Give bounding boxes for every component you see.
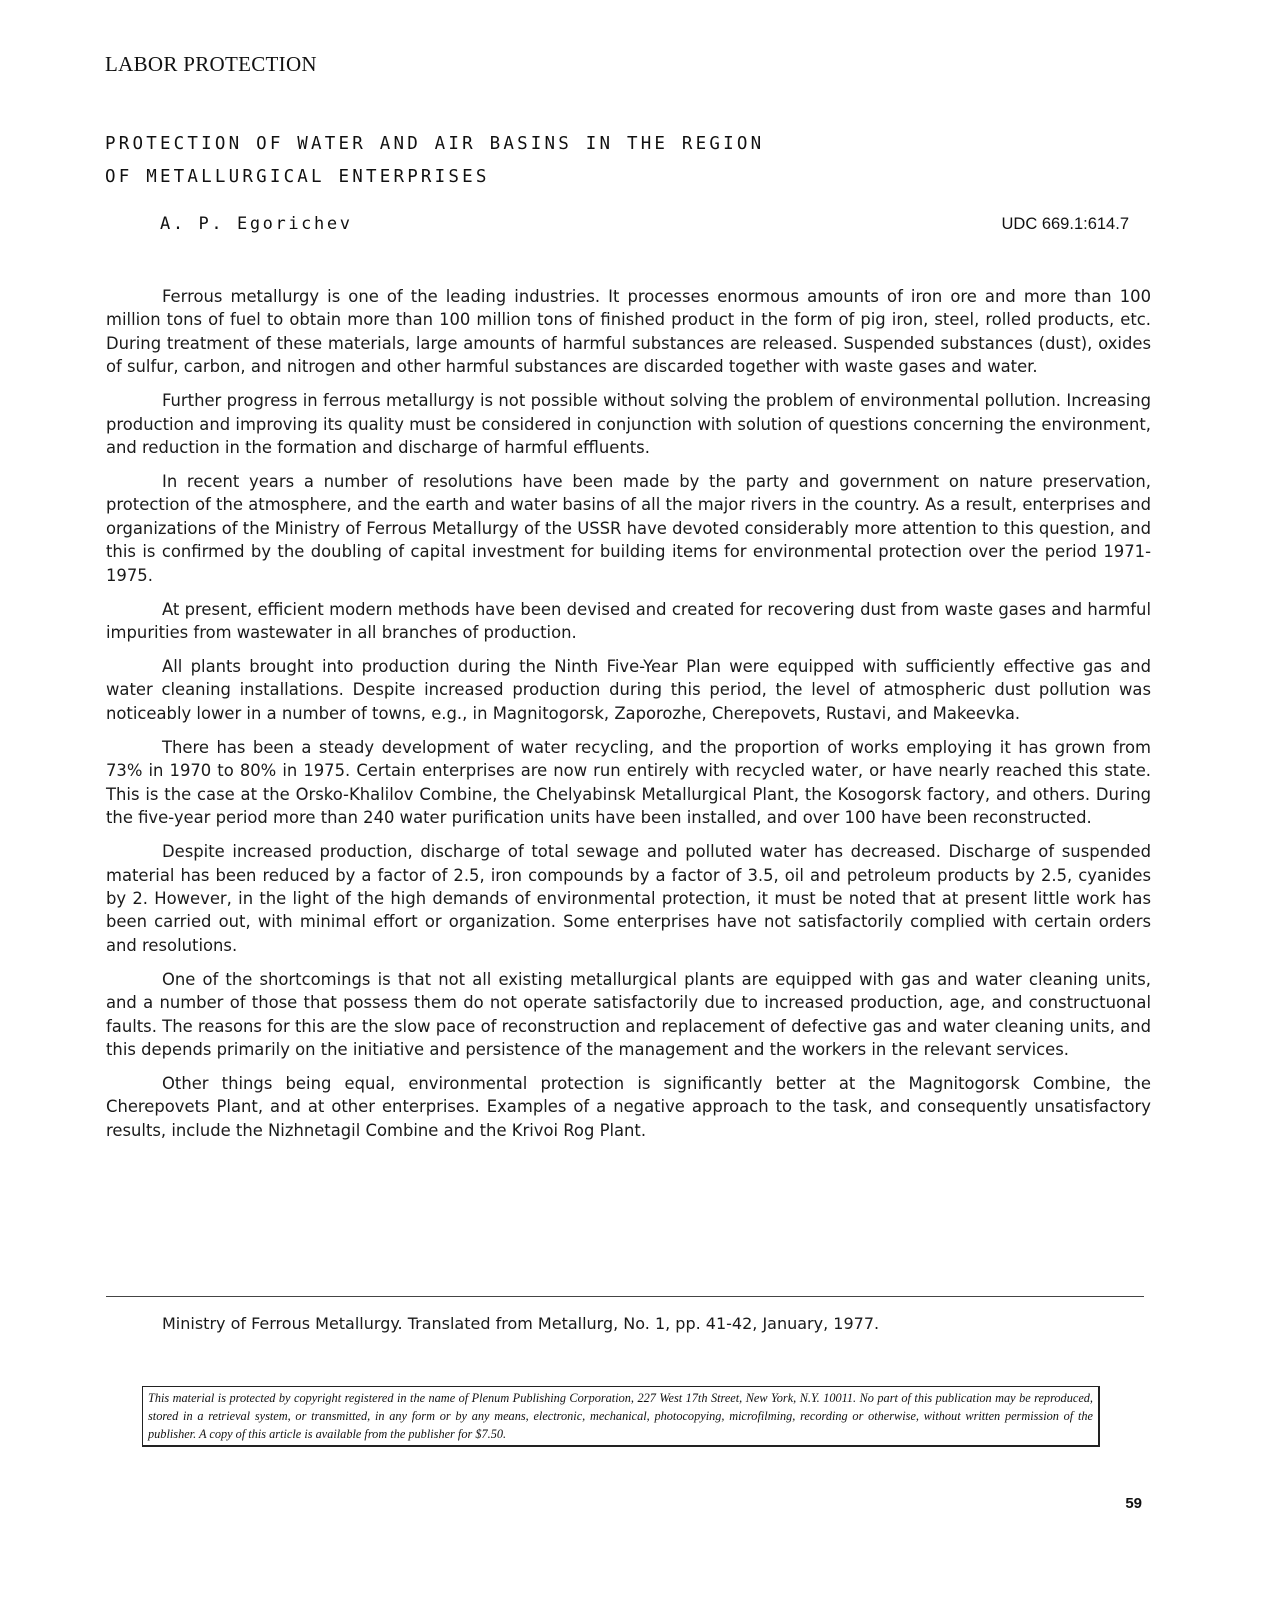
- page-number: 59: [1125, 1495, 1142, 1512]
- copyright-notice: This material is protected by copyright registered in the name of Plenum Publishing Corporation, 227 West 17th Street, New York, N.Y. 10011. No part of this publication may be reproduced, stored in a retrieval system, or transmitted, in any form or by any means, electronic, mechanical, photocopying, microfilming, recording or otherwise, without written permission of the publisher. A copy of this article is available from the publisher for $7.50.: [142, 1386, 1100, 1447]
- body-paragraph: There has been a steady development of water recycling, and the proportion of works employing it has grown from 73% in 1970 to 80% in 1975. Certain enterprises are now run entirely with recycled water, or have nearly reached this state. This is the case at the Orsko-Khalilov Combine, the Chelyabinsk Metallurgical Plant, the Kosogorsk factory, and others. During the five-year period more than 240 water purification units have been installed, and over 100 have been reconstructed.: [106, 737, 1151, 828]
- footnote: Ministry of Ferrous Metallurgy. Translated from Metallurg, No. 1, pp. 41-42, January, 1977.: [162, 1314, 880, 1333]
- article-title: [105, 128, 1005, 194]
- body-paragraph: Other things being equal, environmental protection is significantly better at the Magnitogorsk Combine, the Cherepovets Plant, and at other enterprises. Examples of a negative approach to the task, and consequently unsatisfactory results, include the Nizhnetagil Combine and the Krivoi Rog Plant.: [106, 1073, 1151, 1140]
- section-label: LABOR PROTECTION: [105, 52, 317, 76]
- body-paragraph: Further progress in ferrous metallurgy is not possible without solving the problem of environmental pollution. Increasing production and improving its quality must be considered in conjunction with solution of questions concerning the environment, and reduction in the formation and discharge of harmful effluents.: [106, 391, 1151, 458]
- body-paragraph: At present, efficient modern methods have been devised and created for recovering dust from waste gases and harmful impurities from wastewater in all branches of production.: [106, 599, 1151, 643]
- udc-code: UDC 669.1:614.7: [1001, 215, 1129, 233]
- body-paragraph: Ferrous metallurgy is one of the leading industries. It processes enormous amounts of iron ore and more than 100 million tons of fuel to obtain more than 100 million tons of finished product in the form of pig iron, steel, rolled products, etc. During treatment of these materials, large amounts of harmful substances are released. Suspended substances (dust), oxides of sulfur, carbon, and nitrogen and other harmful substances are discarded together with waste gases and water.: [106, 287, 1151, 377]
- article-author: A. P. Egorichev: [160, 214, 353, 234]
- article-body: [106, 285, 1151, 1153]
- body-paragraph: One of the shortcomings is that not all existing metallurgical plants are equipped with gas and water cleaning units, and a number of those that possess them do not operate satisfactorily due to increased production, age, and constructuonal faults. The reasons for this are the slow pace of reconstruction and replacement of defective gas and water cleaning units, and this depends primarily on the initiative and persistence of the management and the workers in the relevant services.: [106, 969, 1151, 1059]
- body-paragraph: Despite increased production, discharge of total sewage and polluted water has decreased. Discharge of suspended material has been reduced by a factor of 2.5, iron compounds by a factor of 3.5, oil and petroleum products by 2.5, cyanides by 2. However, in the light of the high demands of environmental protection, it must be noted that at present little work has been carried out, with minimal effort or organization. Some enterprises have not satisfactorily complied with certain orders and resolutions.: [106, 842, 1151, 955]
- body-paragraph: All plants brought into production during the Ninth Five-Year Plan were equipped with sufficiently effective gas and water cleaning installations. Despite increased production during this period, the level of atmospheric dust pollution was noticeably lower in a number of towns, e.g., in Magnitogorsk, Zaporozhe, Cherepovets, Rustavi, and Makeevka.: [106, 657, 1151, 723]
- body-paragraph: In recent years a number of resolutions have been made by the party and government on nature preservation, protection of the atmosphere, and the earth and water basins of all the major rivers in the country. As a result, enterprises and organizations of the Ministry of Ferrous Metallurgy of the USSR have devoted considerably more attention to this question, and this is confirmed by the doubling of capital investment for building items for environmental protection over the period 1971-1975.: [106, 472, 1151, 585]
- article-title-line-1: PROTECTION OF WATER AND AIR BASINS IN THE REGION: [105, 134, 765, 154]
- footnote-divider: [106, 1296, 1144, 1297]
- article-title-line-2: OF METALLURGICAL ENTERPRISES: [105, 167, 490, 187]
